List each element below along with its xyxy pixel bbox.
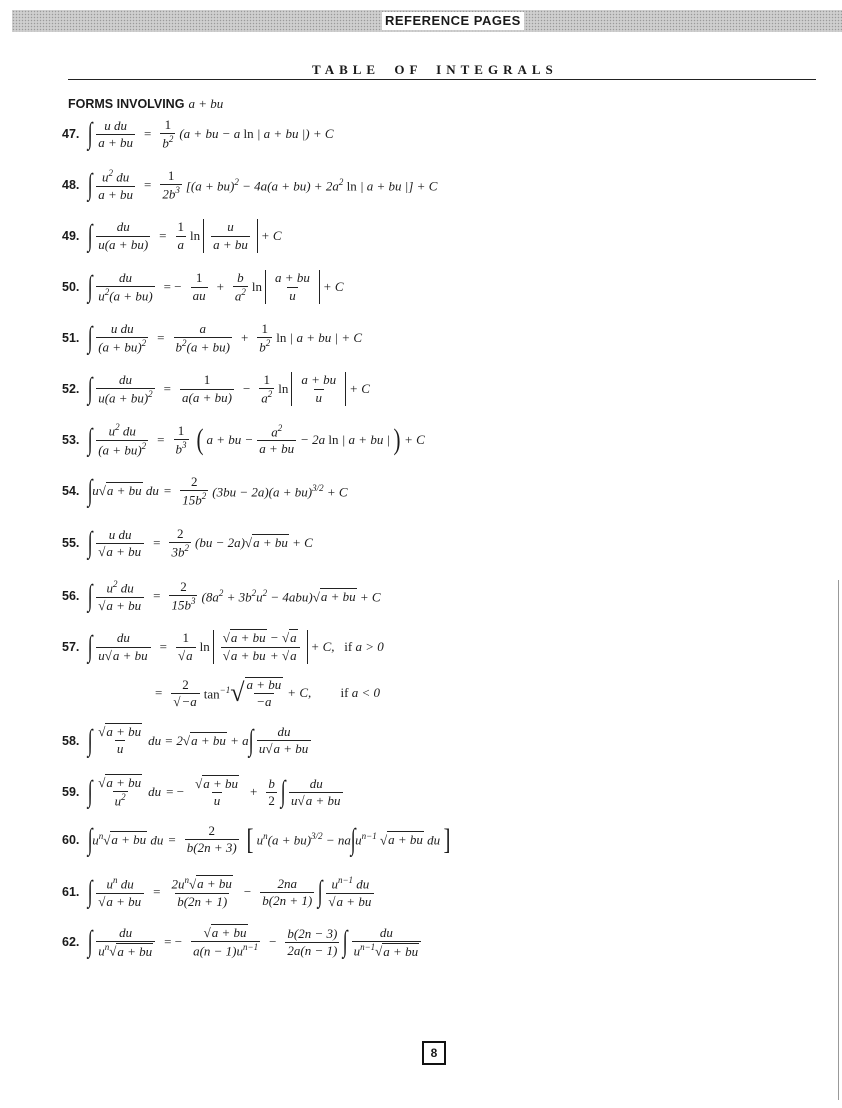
formula-expression: ∫ $\frac{√a + bu}{u}$ du = 2√a + bu + a ∫ $\frac{du}{u√a + bu}$ [88, 725, 315, 757]
formula-52 [62, 372, 370, 406]
formula-58 [62, 725, 315, 757]
formula-number: 56. [62, 589, 80, 604]
formula-number: 62. [62, 935, 80, 950]
formula-59 [62, 776, 347, 809]
formula-number: 50. [62, 280, 80, 294]
formula-expression: ∫ $u^n√a$ + bu du = $\frac{2}{b(2n + 3)}$ [ $u^n(a + bu)^{3/2}$ − na ∫ $u^{n-1}$ √a + bu du ] [87, 822, 451, 856]
formula-expression: ∫ $\frac{u^2 du}{(a + bu)^2}$ = $\frac{1}{b^3}$ ( a + bu − $\frac{a^2}{a + bu}$ − 2a ln | a + bu | ) + C [87, 422, 425, 457]
page-title: TABLE OF INTEGRALS [312, 62, 558, 77]
formula-61 [62, 876, 378, 909]
section-expr: a + bu [188, 96, 224, 111]
formula-51 [62, 322, 362, 355]
formula-number: 53. [62, 433, 80, 448]
formula-expression: ∫ $\frac{du}{u√a + bu}$ = $\frac{1}{√a}$ ln $\frac{√a + bu - √a}{√a + bu + √a}$ + C, if a > 0 [87, 630, 384, 663]
formula-number: 57. [62, 640, 80, 654]
formula-expression: ∫ $\frac{du}{u(a + bu)}$ = $\frac{1}{a}$ ln $\frac{u}{a + bu}$ + C [87, 219, 282, 252]
formula-57 [62, 630, 384, 664]
formula-number: 55. [62, 536, 80, 551]
formula-60 [62, 824, 454, 856]
formula-number: 52. [62, 382, 80, 396]
formula-56 [62, 580, 381, 613]
formula-expression: ∫ $\frac{\text{u du}}{a + bu}$ = $\frac{1}{b^2}$ (a + bu − a ln | a + bu |) + C [87, 117, 334, 151]
title-rule [68, 79, 816, 80]
formula-49 [62, 219, 282, 253]
formula-48 [62, 169, 437, 202]
formula-62 [62, 926, 425, 959]
formula-expression: ∫ $\frac{u^2 du}{a + bu}$ = $\frac{1}{2b^3}$ [$(a + bu)^2 - 4a(a + bu) + 2a^2$ ln | a + bu |] + C [87, 168, 438, 202]
formula-number: 47. [62, 127, 80, 142]
section-label: FORMS INVOLVING [68, 97, 185, 111]
formula-expression: ∫ $\frac{\text{u du}}{√a + bu}$ = $\frac{2}{3b^2}$ (bu − 2a)√a + bu + C [87, 526, 313, 560]
formula-expression: ∫ $\frac{u^n du}{√a + bu}$ = $\frac{2u^n√a + bu}{b(2n + 1)}$ − $\frac{2na}{b(2n + 1)}$ ∫ $\frac{u^{n-1} du}{√a + bu}$ [88, 876, 378, 909]
formula-expression: ∫ $\frac{√a + bu}{u^2}$ du = − $\frac{√a + bu}{u}$ + $\frac{b}{2}$ ∫ $\frac{du}{u√a + bu}$ [88, 776, 347, 809]
formula-53 [62, 423, 425, 457]
formula-number: 60. [62, 832, 80, 847]
page-edge-line [838, 580, 839, 1100]
formula-number: 51. [62, 331, 80, 346]
formula-expression: ∫ $\frac{u^2 du}{√a + bu}$ = $\frac{2}{15b^3}$ $(8a^2 + 3b^2u^2 - 4abu)√a$ + bu + C [87, 579, 381, 613]
formula-expression: ∫ $\frac{\text{u du}}{(a + bu)^2}$ = $\frac{a}{b^2(a + bu)}$ + $\frac{1}{b^2}$ ln | a + bu | + C [87, 321, 363, 355]
formula-expression: ∫ u√a + bu du = $\frac{2}{15b^2}$ (3bu − 2a)(a + bu)$^{3/2}$ + C [87, 474, 348, 508]
formula-number: 58. [62, 733, 80, 748]
formula-expression: = $\frac{2}{√-a}$ $\tan^{-1}$ √ $\frac{a + bu}{-a}$ + C, if a < 0 [155, 676, 380, 710]
formula-47 [62, 118, 334, 151]
formula-expression: ∫ $\frac{du}{u^2(a + bu)}$ = − $\frac{1}{au}$ + $\frac{b}{a^2}$ ln $\frac{a + bu}{u}$ + C [87, 269, 344, 304]
formula-57-alt [150, 677, 380, 710]
section-heading [68, 96, 223, 112]
formula-50 [62, 270, 344, 304]
formula-number: 54. [62, 484, 80, 499]
formula-expression: ∫ $\frac{du}{u(a + bu)^2}$ = $\frac{1}{a(a + bu)}$ − $\frac{1}{a^2}$ ln $\frac{a + bu}{u}$ + C [87, 371, 370, 406]
formula-number: 59. [62, 785, 80, 800]
formula-54 [62, 475, 348, 508]
formula-number: 48. [62, 178, 80, 193]
formula-number: 61. [62, 885, 80, 900]
formula-expression: ∫ $\frac{du}{u^n√a + bu}$ = − $\frac{√a + bu}{a(n - 1)u^{n-1}}$ − $\frac{b(2n - 3)}{2a(n - 1)}$ ∫ $\frac{du}{u^{n-1}√a + bu}$ [88, 926, 425, 959]
formula-55 [62, 527, 313, 560]
formula-number: 49. [62, 229, 80, 243]
page-number: 8 [422, 1041, 446, 1065]
header-label: REFERENCE PAGES [382, 12, 524, 30]
